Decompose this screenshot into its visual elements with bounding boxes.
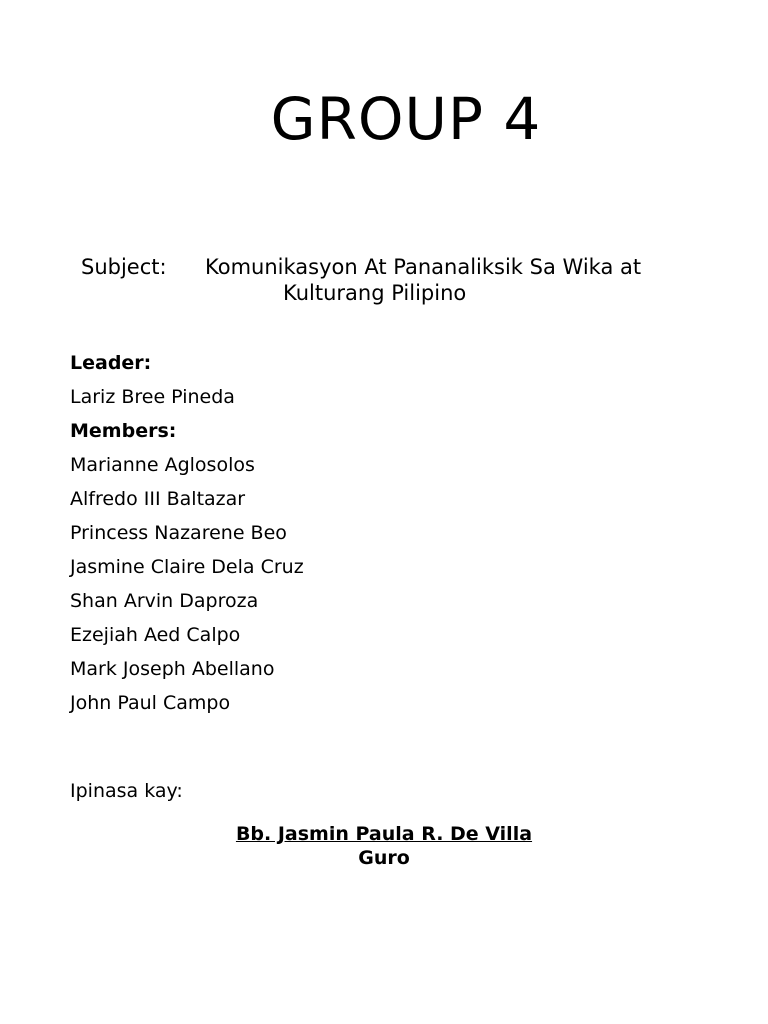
subject-text-line-2: Kulturang Pilipino — [283, 281, 467, 305]
member-name: Princess Nazarene Beo — [70, 522, 287, 544]
teacher-role: Guro — [358, 847, 410, 869]
submitted-to-label: Ipinasa kay: — [70, 780, 183, 802]
member-name: Ezejiah Aed Calpo — [70, 624, 241, 646]
leader-name: Lariz Bree Pineda — [70, 386, 235, 408]
page-title: GROUP 4 — [270, 85, 542, 153]
members-heading: Members: — [70, 420, 177, 442]
subject-label: Subject: — [81, 255, 167, 279]
subject-text-line-1: Komunikasyon At Pananaliksik Sa Wika at — [205, 255, 642, 279]
member-name: Alfredo III Baltazar — [70, 488, 246, 510]
member-name: Marianne Aglosolos — [70, 454, 255, 476]
member-name: Mark Joseph Abellano — [70, 658, 275, 680]
teacher-name: Bb. Jasmin Paula R. De Villa — [235, 823, 533, 845]
member-name: John Paul Campo — [70, 692, 231, 714]
member-name: Jasmine Claire Dela Cruz — [70, 556, 304, 578]
leader-heading: Leader: — [70, 352, 152, 374]
member-name: Shan Arvin Daproza — [70, 590, 259, 612]
